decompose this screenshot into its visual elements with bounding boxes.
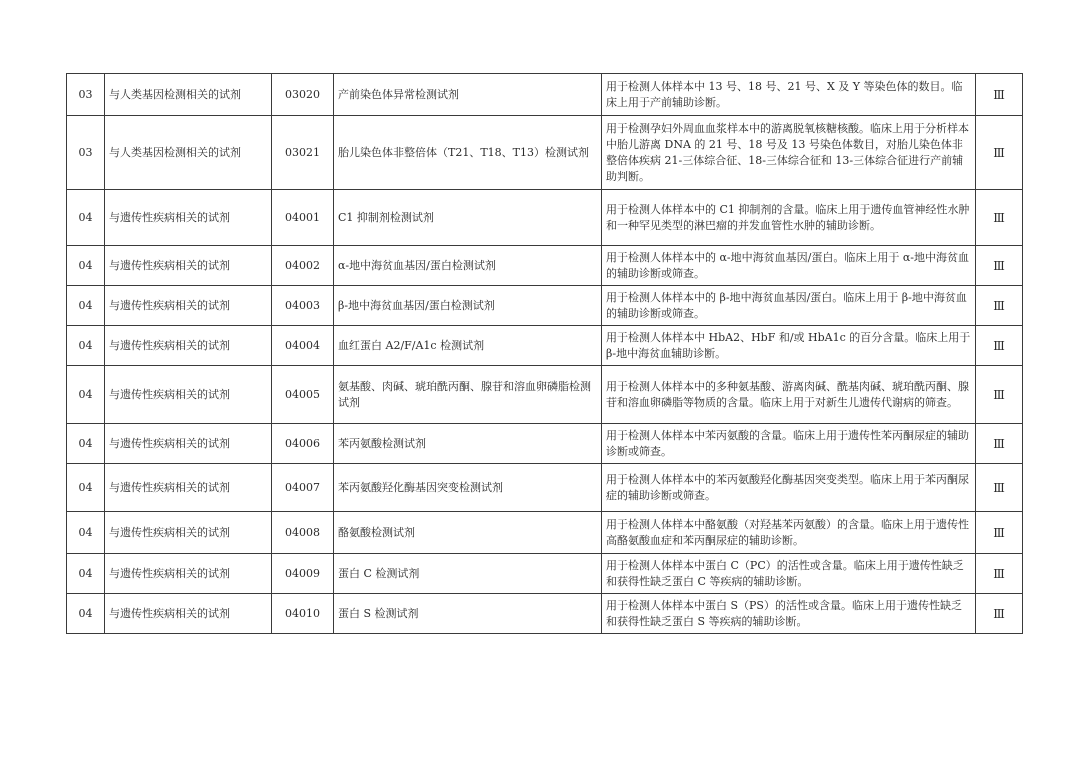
table-row (67, 512, 1023, 554)
management-class: Ⅲ (976, 464, 1023, 512)
product-name: 氨基酸、肉碱、琥珀酰丙酮、腺苷和溶血卵磷脂检测试剂 (334, 366, 602, 424)
category-name: 与遗传性疾病相关的试剂 (105, 512, 272, 554)
intended-use: 用于检测人体样本中的 α-地中海贫血基因/蛋白。临床上用于 α-地中海贫血的辅助诊断或筛查。 (602, 246, 976, 286)
intended-use: 用于检测人体样本中的 β-地中海贫血基因/蛋白。临床上用于 β-地中海贫血的辅助诊断或筛查。 (602, 286, 976, 326)
intended-use: 用于检测人体样本中 HbA2、HbF 和/或 HbA1c 的百分含量。临床上用于 β-地中海贫血辅助诊断。 (602, 326, 976, 366)
category-name: 与遗传性疾病相关的试剂 (105, 366, 272, 424)
product-name: 胎儿染色体非整倍体（T21、T18、T13）检测试剂 (334, 116, 602, 190)
product-code: 04001 (272, 190, 334, 246)
category-code: 04 (67, 594, 105, 634)
management-class: Ⅲ (976, 190, 1023, 246)
intended-use: 用于检测人体样本中苯丙氨酸的含量。临床上用于遗传性苯丙酮尿症的辅助诊断或筛查。 (602, 424, 976, 464)
management-class: Ⅲ (976, 246, 1023, 286)
intended-use: 用于检测人体样本中蛋白 C（PC）的活性或含量。临床上用于遗传性缺乏和获得性缺乏蛋白 C 等疾病的辅助诊断。 (602, 554, 976, 594)
table-row (67, 424, 1023, 464)
product-name: 酪氨酸检测试剂 (334, 512, 602, 554)
intended-use: 用于检测人体样本中的苯丙氨酸羟化酶基因突变类型。临床上用于苯丙酮尿症的辅助诊断或筛查。 (602, 464, 976, 512)
product-name: 苯丙氨酸羟化酶基因突变检测试剂 (334, 464, 602, 512)
category-code: 04 (67, 190, 105, 246)
category-code: 04 (67, 286, 105, 326)
management-class: Ⅲ (976, 594, 1023, 634)
table-row (67, 326, 1023, 366)
management-class: Ⅲ (976, 424, 1023, 464)
category-name: 与遗传性疾病相关的试剂 (105, 464, 272, 512)
management-class: Ⅲ (976, 286, 1023, 326)
category-code: 04 (67, 424, 105, 464)
product-name: 蛋白 S 检测试剂 (334, 594, 602, 634)
table-row (67, 74, 1023, 116)
category-code: 03 (67, 116, 105, 190)
intended-use: 用于检测人体样本中 13 号、18 号、21 号、X 及 Y 等染色体的数目。临床上用于产前辅助诊断。 (602, 74, 976, 116)
product-code: 03021 (272, 116, 334, 190)
category-code: 04 (67, 464, 105, 512)
product-name: α-地中海贫血基因/蛋白检测试剂 (334, 246, 602, 286)
category-code: 04 (67, 554, 105, 594)
product-code: 04009 (272, 554, 334, 594)
product-name: 蛋白 C 检测试剂 (334, 554, 602, 594)
category-code: 04 (67, 366, 105, 424)
product-code: 04004 (272, 326, 334, 366)
category-code: 03 (67, 74, 105, 116)
category-name: 与遗传性疾病相关的试剂 (105, 326, 272, 366)
product-code: 04005 (272, 366, 334, 424)
category-name: 与人类基因检测相关的试剂 (105, 116, 272, 190)
product-code: 04003 (272, 286, 334, 326)
category-name: 与遗传性疾病相关的试剂 (105, 594, 272, 634)
table-row (67, 116, 1023, 190)
reagent-classification-table (66, 73, 1023, 634)
management-class: Ⅲ (976, 326, 1023, 366)
category-name: 与遗传性疾病相关的试剂 (105, 190, 272, 246)
management-class: Ⅲ (976, 554, 1023, 594)
product-code: 03020 (272, 74, 334, 116)
management-class: Ⅲ (976, 74, 1023, 116)
product-code: 04002 (272, 246, 334, 286)
intended-use: 用于检测人体样本中的 C1 抑制剂的含量。临床上用于遗传血管神经性水肿和一种罕见类型的淋巴瘤的并发血管性水肿的辅助诊断。 (602, 190, 976, 246)
product-name: 产前染色体异常检测试剂 (334, 74, 602, 116)
table-row (67, 366, 1023, 424)
category-code: 04 (67, 512, 105, 554)
product-code: 04008 (272, 512, 334, 554)
intended-use: 用于检测人体样本中蛋白 S（PS）的活性或含量。临床上用于遗传性缺乏和获得性缺乏蛋白 S 等疾病的辅助诊断。 (602, 594, 976, 634)
product-name: 苯丙氨酸检测试剂 (334, 424, 602, 464)
product-code: 04007 (272, 464, 334, 512)
management-class: Ⅲ (976, 512, 1023, 554)
table-row (67, 594, 1023, 634)
table-row (67, 286, 1023, 326)
product-name: 血红蛋白 A2/F/A1c 检测试剂 (334, 326, 602, 366)
category-name: 与遗传性疾病相关的试剂 (105, 424, 272, 464)
management-class: Ⅲ (976, 366, 1023, 424)
table-row (67, 246, 1023, 286)
table-row (67, 190, 1023, 246)
category-name: 与遗传性疾病相关的试剂 (105, 286, 272, 326)
category-code: 04 (67, 246, 105, 286)
category-name: 与遗传性疾病相关的试剂 (105, 554, 272, 594)
intended-use: 用于检测孕妇外周血血浆样本中的游离脱氧核糖核酸。临床上用于分析样本中胎儿游离 DNA 的 21 号、18 号及 13 号染色体数目，对胎儿染色体非整倍体疾病 21-三体综合征、18-三体综合征和 13-三体综合征进行产前辅助判断。 (602, 116, 976, 190)
category-name: 与人类基因检测相关的试剂 (105, 74, 272, 116)
product-code: 04006 (272, 424, 334, 464)
category-code: 04 (67, 326, 105, 366)
product-code: 04010 (272, 594, 334, 634)
table-row (67, 554, 1023, 594)
category-name: 与遗传性疾病相关的试剂 (105, 246, 272, 286)
management-class: Ⅲ (976, 116, 1023, 190)
intended-use: 用于检测人体样本中的多种氨基酸、游离肉碱、酰基肉碱、琥珀酰丙酮、腺苷和溶血卵磷脂等物质的含量。临床上用于对新生儿遗传代谢病的筛查。 (602, 366, 976, 424)
product-name: β-地中海贫血基因/蛋白检测试剂 (334, 286, 602, 326)
intended-use: 用于检测人体样本中酪氨酸（对羟基苯丙氨酸）的含量。临床上用于遗传性高酪氨酸血症和苯丙酮尿症的辅助诊断。 (602, 512, 976, 554)
product-name: C1 抑制剂检测试剂 (334, 190, 602, 246)
table-row (67, 464, 1023, 512)
